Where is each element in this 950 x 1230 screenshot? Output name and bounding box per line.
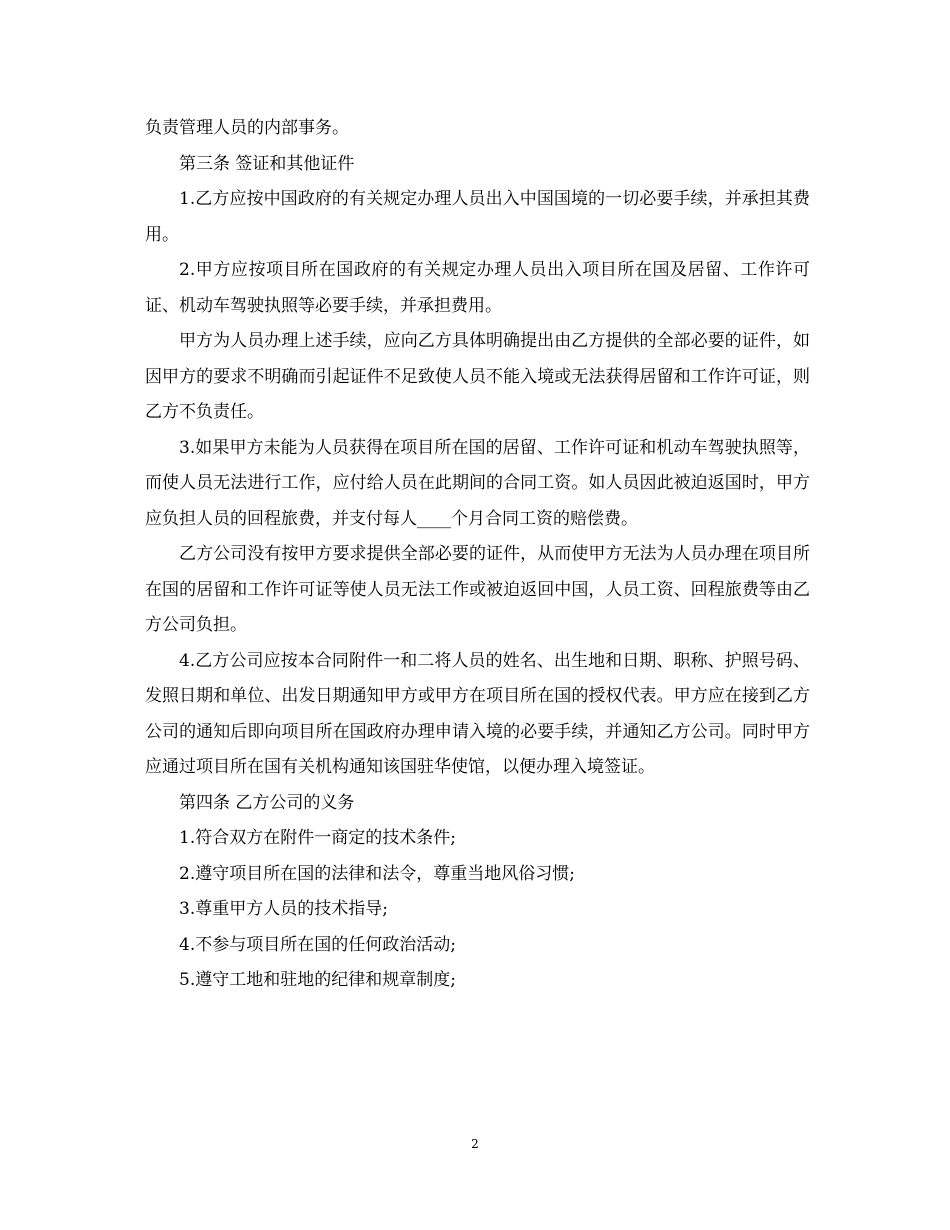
article-3-heading: 第三条 签证和其他证件 bbox=[179, 153, 355, 174]
paragraph-continuation: 负责管理人员的内部事务。 bbox=[145, 118, 349, 138]
article-3-clause-2-note: 甲方为人员办理上述手续，应向乙方具体明确提出由乙方提供的全部必要的证件，如因甲方的要求不明确而引起证件不足致使人员不能入境或无法获得居留和工作许可证，则乙方不负责任。 bbox=[145, 331, 810, 422]
article-4-item-1: 1.符合双方在附件一商定的技术条件; bbox=[179, 828, 456, 848]
article-4-item-2: 2.遵守项目所在国的法律和法令，尊重当地风俗习惯; bbox=[179, 863, 575, 884]
article-3-clause-1: 1.乙方应按中国政府的有关规定办理人员出入中国国境的一切必要手续，并承担其费用。 bbox=[145, 189, 810, 245]
page-number: 2 bbox=[471, 1137, 479, 1151]
article-3-clause-3: 3.如果甲方未能为人员获得在项目所在国的居留、工作许可证和机动车驾驶执照等，而使人员无法进行工作，应付给人员在此期间的合同工资。如人员因此被迫返国时，甲方应负担人员的回程旅费，并支付每人____个月合同工资的赔偿费。 bbox=[145, 437, 810, 529]
article-4-item-3: 3.尊重甲方人员的技术指导; bbox=[179, 899, 388, 919]
article-3-clause-3-note: 乙方公司没有按甲方要求提供全部必要的证件，从而使甲方无法为人员办理在项目所在国的居留和工作许可证等使人员无法工作或被迫返回中国，人员工资、回程旅费等由乙方公司负担。 bbox=[145, 544, 810, 635]
article-3-clause-2: 2.甲方应按项目所在国政府的有关规定办理人员出入项目所在国及居留、工作许可证、机动车驾驶执照等必要手续，并承担费用。 bbox=[145, 260, 810, 316]
article-3-clause-4: 4.乙方公司应按本合同附件一和二将人员的姓名、出生地和日期、职称、护照号码、发照日期和单位、出发日期通知甲方或甲方在项目所在国的授权代表。甲方应在接到乙方公司的通知后即向项目所在国政府办理申请入境的必要手续，并通知乙方公司。同时甲方应通过项目所在国有关机构通知该国驻华使馆，以便办理入境签证。 bbox=[145, 650, 810, 777]
document-body bbox=[145, 111, 810, 999]
article-4-item-5: 5.遵守工地和驻地的纪律和规章制度; bbox=[179, 970, 456, 990]
article-4-heading: 第四条 乙方公司的义务 bbox=[179, 792, 355, 813]
article-4-item-4: 4.不参与项目所在国的任何政治活动; bbox=[179, 934, 456, 955]
